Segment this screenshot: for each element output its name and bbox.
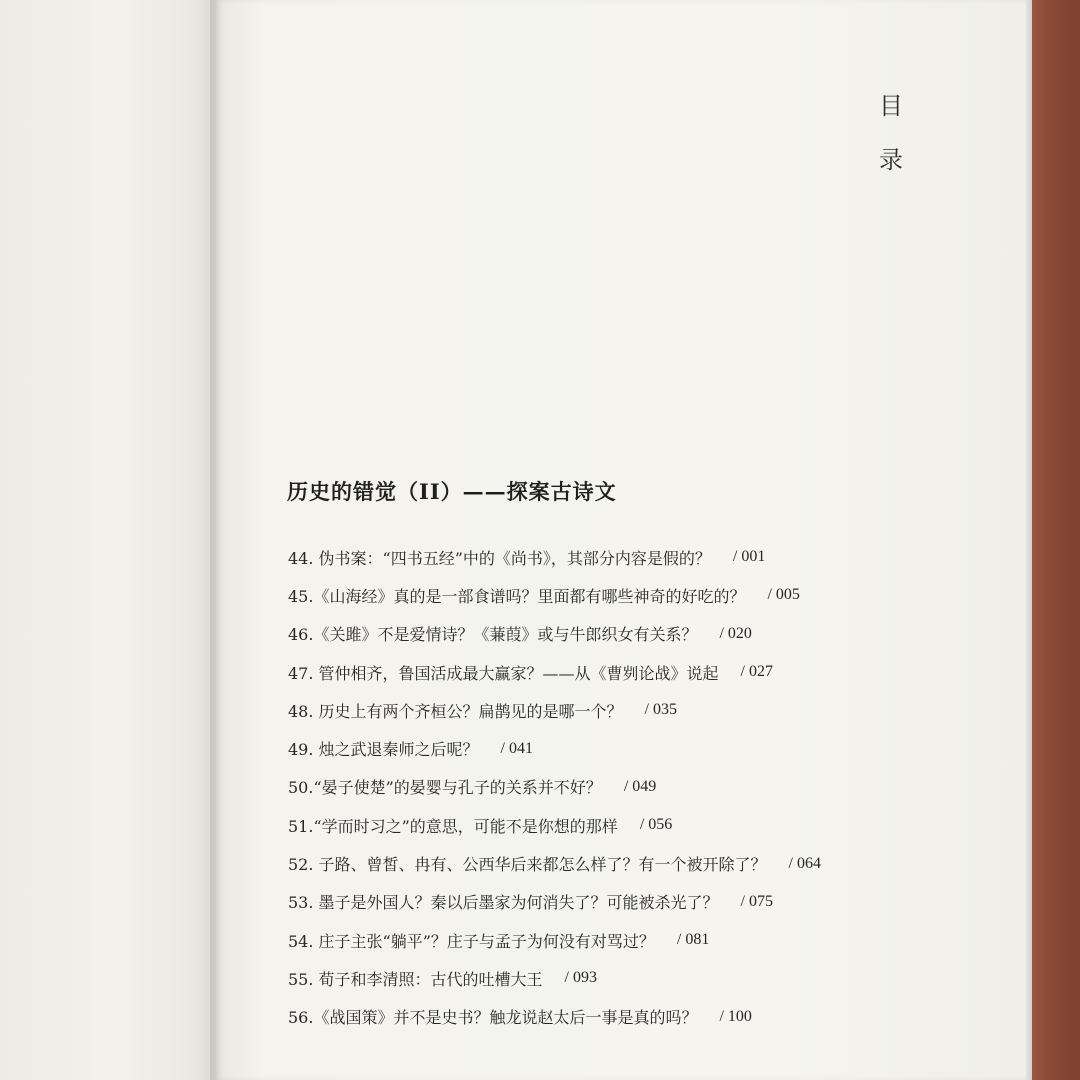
toc-item: [288, 959, 1008, 997]
toc-item-title: 53. 墨子是外国人？秦以后墨家为何消失了？可能被杀光了？: [288, 893, 719, 913]
contents-heading-char-2: 录: [879, 146, 903, 174]
toc-item: [288, 806, 1008, 844]
toc-item: [288, 729, 1008, 767]
toc-item-page: / 020: [719, 624, 752, 642]
toc-item-title: 52. 子路、曾皙、冉有、公西华后来都怎么样了？有一个被开除了？: [288, 855, 767, 875]
contents-heading-char-1: 目: [879, 92, 903, 120]
toc-item-page: / 075: [740, 892, 773, 910]
toc-item: [288, 653, 1008, 691]
toc-item-page: / 056: [639, 816, 673, 834]
toc-item-title: 48. 历史上有两个齐桓公？扁鹊见的是哪一个？: [288, 701, 623, 721]
toc-item: [288, 576, 1008, 614]
toc-item-title: 44. 伪书案：“四书五经”中的《尚书》，其部分内容是假的？: [288, 548, 711, 568]
toc-item-page: / 093: [564, 969, 597, 987]
toc-item: [288, 768, 1008, 806]
toc-item-title: 47. 管仲相齐，鲁国活成最大赢家？——从《曹刿论战》说起: [288, 663, 719, 683]
toc-item: [288, 921, 1008, 959]
toc-item-title: 46.《关雎》不是爱情诗？《蒹葭》或与牛郎织女有关系？: [288, 625, 698, 645]
table-surface: [1030, 0, 1080, 1080]
book-gutter: [210, 0, 224, 1080]
toc-item-page: / 064: [788, 854, 821, 872]
toc-item: [288, 844, 1008, 882]
toc-item-page: / 100: [719, 1007, 752, 1025]
left-page: [0, 0, 216, 1080]
toc-item-title: 54. 庄子主张“躺平”？庄子与孟子为何没有对骂过？: [288, 931, 655, 951]
toc-item-page: / 035: [644, 701, 677, 719]
toc-item-title: 56.《战国策》并不是史书？触龙说赵太后一事是真的吗？: [288, 1008, 698, 1028]
toc-item-page: / 049: [623, 777, 657, 795]
toc-item: [288, 998, 1008, 1036]
toc-item-title: 45.《山海经》真的是一部食谱吗？里面都有哪些神奇的好吃的？: [288, 586, 746, 606]
toc-item-title: 55. 荀子和李清照：古代的吐槽大王: [288, 969, 543, 989]
toc-item: [288, 691, 1008, 729]
toc-list: [288, 538, 1008, 1036]
toc-item-title: 50.“晏子使楚”的晏婴与孔子的关系并不好？: [288, 778, 602, 798]
toc-item-page: / 005: [767, 586, 800, 604]
toc-item: [288, 883, 1008, 921]
toc-item-page: / 041: [500, 739, 533, 757]
section-title: 历史的错觉（II）——探案古诗文: [287, 479, 617, 504]
toc-item: [288, 538, 1008, 576]
toc-item-title: 51.“学而时习之”的意思，可能不是你想的那样: [288, 816, 618, 836]
page-edge: [1026, 0, 1032, 1080]
toc-item-title: 49. 烛之武退秦师之后呢？: [288, 740, 479, 760]
toc-item-page: / 027: [740, 663, 773, 681]
toc-item-page: / 001: [732, 548, 766, 566]
toc-item: [288, 615, 1008, 653]
toc-item-page: / 081: [676, 931, 710, 949]
